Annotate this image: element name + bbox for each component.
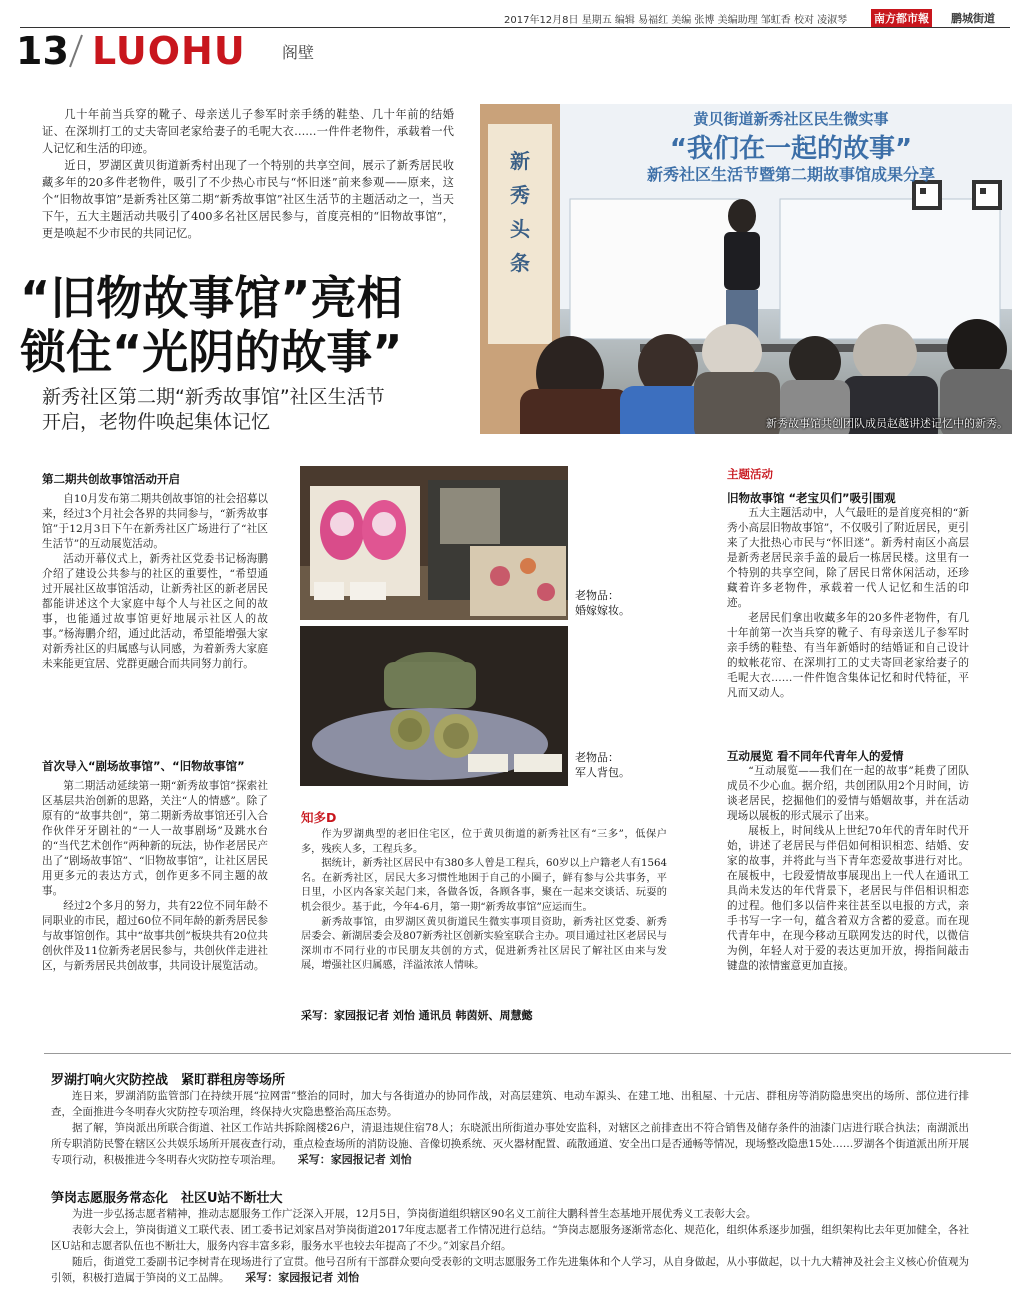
page-name: LUOHU <box>92 29 246 73</box>
left-column-body-2 <box>42 779 268 974</box>
brief-paragraph: 连日来，罗湖消防监管部门在持续开展“拉网雷”整治的同时，加大与各街道办的协同作战，对高层建筑、电动车源头、在建工地、出租屋、十元店、群租房等消防隐患突出的场所、部位进行排查，全面推进今冬明春火灾防控专项治理，终保持火灾隐患整治高压态势。 <box>51 1090 969 1118</box>
brief-2-byline: 采写：家园报记者 刘怡 <box>245 1271 360 1284</box>
brief-1-byline: 采写：家园报记者 刘怡 <box>297 1153 412 1166</box>
lead-paragraph: 近日，罗湖区黄贝街道新秀村出现了一个特别的共享空间，展示了新秀居民收藏多年的20多件老物件，吸引了不少热心市民与“怀旧迷”前来参观——原来，这个“旧物故事馆”是新秀社区第二期“新秀故事馆”社区生活节的主题活动之一，当天下午，五大主题活动共吸引了400多名社区居民参与，首度亮相的“旧物故事馆”，更是唤起不少市民的共同记忆。 <box>42 159 454 240</box>
backpack-photo <box>300 626 568 786</box>
right-paragraph: 五大主题活动中，人气最旺的是首度亮相的“新秀小高层旧物故事馆”，不仅吸引了附近居民，更引来了大批热心市民与“怀旧迷”。新秀村南区小高层是新秀老居民亲手盖的最后一栋居民楼。这里有一个特别的共享空间，除了居民日常休闲活动，还珍藏着许多老物件，承载着一代人记忆和生活的印迹。 <box>727 507 969 609</box>
lead-paragraph: 几十年前当兵穿的靴子、母亲送儿子参军时亲手绣的鞋垫、几十年前的结婚证、在深圳打工的丈夫寄回老家给妻子的毛呢大衣……一件件老物件，承载着一代人记忆和生活的印迹。 <box>42 108 454 155</box>
dowry-caption-text: 婚嫁嫁妆。 <box>575 604 630 617</box>
brief-1-body <box>51 1088 969 1168</box>
top-photo-caption: 新秀故事馆共创团队成员赵越讲述记忆中的新秀。 <box>766 417 1008 430</box>
know-more-paragraph: 据统计，新秀社区居民中有380多人曾是工程兵，60岁以上户籍老人有1564名。在新秀社区，居民大多习惯性地困于自己的小圈子，鲜有参与公共事务，平日里，小区内各家关起门来，各做各饭，各顾各事，聚在一起来交谈话、玩耍的机会很少。基于此，今年4-6月，第一期“新秀故事馆”应运而生。 <box>301 858 667 913</box>
banner-line-1: 黄贝街道新秀社区民生微实事 <box>693 110 889 128</box>
know-more-heading: 知多D <box>301 810 337 825</box>
headline-line-1: “旧物故事馆”亮相 <box>20 271 403 325</box>
brief-paragraph: 为进一步弘扬志愿者精神，推动志愿服务工作广泛深入开展，12月5日，笋岗街道组织辖区90名义工前往大鹏科普生态基地开展优秀义工表彰大会。 <box>72 1208 757 1220</box>
left-column-body-1 <box>42 492 268 672</box>
brief-paragraph <box>51 1254 969 1286</box>
brief-2-body <box>51 1206 969 1286</box>
know-more-body <box>301 828 667 974</box>
banner-line-2: “我们在一起的故事” <box>669 134 913 164</box>
brand-logo-red: 南方都市報 <box>871 9 932 27</box>
left-subhead-2: 首次导入“剧场故事馆”、“旧物故事馆” <box>42 759 245 773</box>
dowry-caption-label: 老物品： <box>575 589 619 602</box>
know-more-paragraph: 新秀故事馆，由罗湖区黄贝街道民生微实事项目资助，新秀社区党委、新秀居委会、新湖居委会及807新秀社区创新实验室联合主办。项目通过社区老居民与深圳市不同行业的市民朋友共创的方式，促进新秀社区居民了解社区由来与发展，增强社区归属感，洋溢浓浓人情味。 <box>301 916 667 972</box>
left-paragraph: 自10月发布第二期共创故事馆的社会招募以来，经过3个月社会各界的共同参与，“新秀故事馆”于12月3日下午在新秀社区广场进行了“社区生活节”的互动展览活动。 <box>42 493 268 550</box>
right-subhead-1: 旧物故事馆 “老宝贝们”吸引围观 <box>727 491 896 505</box>
page-number: 13 <box>16 29 69 73</box>
masthead-date-line: 2017年12月8日 星期五 编辑 易福红 美编 张博 美编助理 邹虹香 校对 凌淑琴 <box>504 15 848 26</box>
left-paragraph: 第二期活动延续第一期“新秀故事馆”探索社区基层共治创新的思路，关注“人的情感”。除了原有的“故事共创”，第二期新秀故事馆还引入合作伙伴牙牙剧社的“一人一故事剧场”及跳水台的“当代艺术创作”两种新的玩法，协作老居民产出了“剧场故事馆”、“旧物故事馆”，让社区居民用更多元的表达方式，创作更多不同主题的故事。 <box>42 780 268 897</box>
right-column-body-2 <box>727 764 969 974</box>
subheadline-line-1: 新秀社区第二期“新秀故事馆”社区生活节 <box>42 386 385 408</box>
right-paragraph: “互动展览——我们在一起的故事”耗费了团队成员不少心血。据介绍，共创团队用2个月时间，访谈老居民，挖掘他们的爱情与婚姻故事，并在活动现场以展板的形式展示了出来。 <box>727 765 969 822</box>
masthead-rule <box>20 27 1010 28</box>
brief-paragraph-text: 据了解，笋岗派出所联合街道、社区工作站共拆除阁楼26户，清退违规住宿78人；东晓派出所街道办事处安监科，对辖区之前排查出不符合销售及储存条件的油漆门店进行联合执法；南湖派出所专职消防民警在辖区公共娱乐场所开展夜查行动，重点检查场所的消防设施、音像切换系统、灭火器材配置、疏散通道、安全出口是否通畅等情况，现场整改隐患15处……罗湖各个街道派出所开展专项行动，积极推进今冬明春火灾防控专项治理。 <box>51 1122 969 1166</box>
dowry-photo <box>300 466 568 620</box>
backpack-caption-text: 军人背包。 <box>575 766 630 779</box>
right-column-body-1 <box>727 506 969 701</box>
left-paragraph: 活动开幕仪式上，新秀社区党委书记杨海鹏介绍了建设公共参与的社区的重要性，“希望通过开展社区故事馆活动，让新秀社区的新老居民都能讲述这个大家庭中每个人与社区之间的故事，也能通过故事馆更好地展示社区人的故事。”杨海鹏介绍，通过此活动，希望能增强大家对新秀社区的归属感与认同感，为着新秀大家庭未来能更宜居、党群更融合而共同努力前行。 <box>42 553 268 670</box>
brief-2-title: 笋岗志愿服务常态化 社区U站不断壮大 <box>51 1191 283 1206</box>
section-name: 阁壁 <box>282 43 315 62</box>
right-paragraph: 老居民们拿出收藏多年的20多件老物件，有几十年前第一次当兵穿的靴子、有母亲送儿子参军时亲手绣的鞋垫、有当年新婚时的结婚证和自己设计的蚊帐花帘、在深圳打工的丈夫寄回老家给妻子的毛呢大衣……一件件饱含集体记忆和时代特征，平凡而又动人。 <box>727 612 969 699</box>
brief-1-title: 罗湖打响火灾防控战 紧盯群租房等场所 <box>51 1073 286 1088</box>
backpack-caption <box>575 750 630 780</box>
subheadline-line-2: 开启，老物件唤起集体记忆 <box>42 411 271 433</box>
banner-line-3: 新秀社区生活节暨第二期故事馆成果分享 <box>646 165 935 184</box>
right-paragraph: 展板上，时间线从上世纪70年代的青年时代开始，讲述了老居民与伴侣如何相识相恋、结婚、安家的故事，并将此与当下青年恋爱故事进行对比。在展板中，七段爱情故事展现出上一代人在通讯工具尚未发达的年代背景下，老居民与伴侣相识相恋的过程。他们多以信件来往甚至以电报的方式，亲手书写一字一句，蕴含着双方含蓄的爱意。而在现代青年中，在现今移动互联网发达的时代，以微信为例，年轻人对于爱的表达更加开放，拇指间敲击键盘的浓情蜜意更加直接。 <box>727 825 969 972</box>
slash-divider <box>68 34 84 68</box>
left-subhead-1: 第二期共创故事馆活动开启 <box>42 472 180 486</box>
headline-line-2: 锁住“光阴的故事” <box>20 325 403 379</box>
brief-paragraph <box>51 1120 969 1168</box>
event-photo <box>480 104 1012 434</box>
side-banner: 新秀头条 <box>510 149 530 275</box>
brand-logo-right: 鹏城街道 <box>951 12 995 25</box>
brief-paragraph: 表彰大会上，笋岗街道义工联代表、团工委书记刘家昌对笋岗街道2017年度志愿者工作情况进行总结。“笋岗志愿服务逐渐常态化、规范化，组织体系逐步加强，组织架构比去年更加健全，各社区U站和志愿者队伍也不断壮大，服务内容丰富多彩，服务水平也较去年提高了不少。”刘家昌介绍。 <box>51 1224 969 1252</box>
backpack-caption-label: 老物品： <box>575 751 619 764</box>
lead-intro <box>42 106 454 242</box>
left-paragraph: 经过2个多月的努力，共有22位不同年龄不同职业的市民，超过60位不同年龄的新秀居民参与故事馆创作。其中“故事共创”板块共有20位共创伙伴及11位新秀老居民参与，共创伙伴走进社区，与新秀居民共创故事，共同设计展览活动。 <box>42 900 268 972</box>
right-subhead-2: 互动展览 看不同年代青年人的爱情 <box>727 749 904 763</box>
briefs-divider <box>44 1053 1011 1054</box>
know-more-paragraph: 作为罗湖典型的老旧住宅区，位于黄贝街道的新秀社区有“三多”，低保户多，残疾人多，工程兵多。 <box>301 829 667 855</box>
know-more-byline: 采写：家园报记者 刘怡 通讯员 韩茵妍、周慧懿 <box>301 1009 533 1022</box>
dowry-caption <box>575 588 630 618</box>
right-section-tag: 主题活动 <box>727 467 773 481</box>
brief-paragraph-text: 随后，街道党工委副书记李树青在现场进行了宣贯。他号召所有干部群众要向受表彰的文明志愿服务工作先进集体和个人学习，从自身做起，从小事做起，以十九大精神及社会主义核心价值观为引领，积极打造属于笋岗的义工品牌。 <box>51 1256 969 1284</box>
